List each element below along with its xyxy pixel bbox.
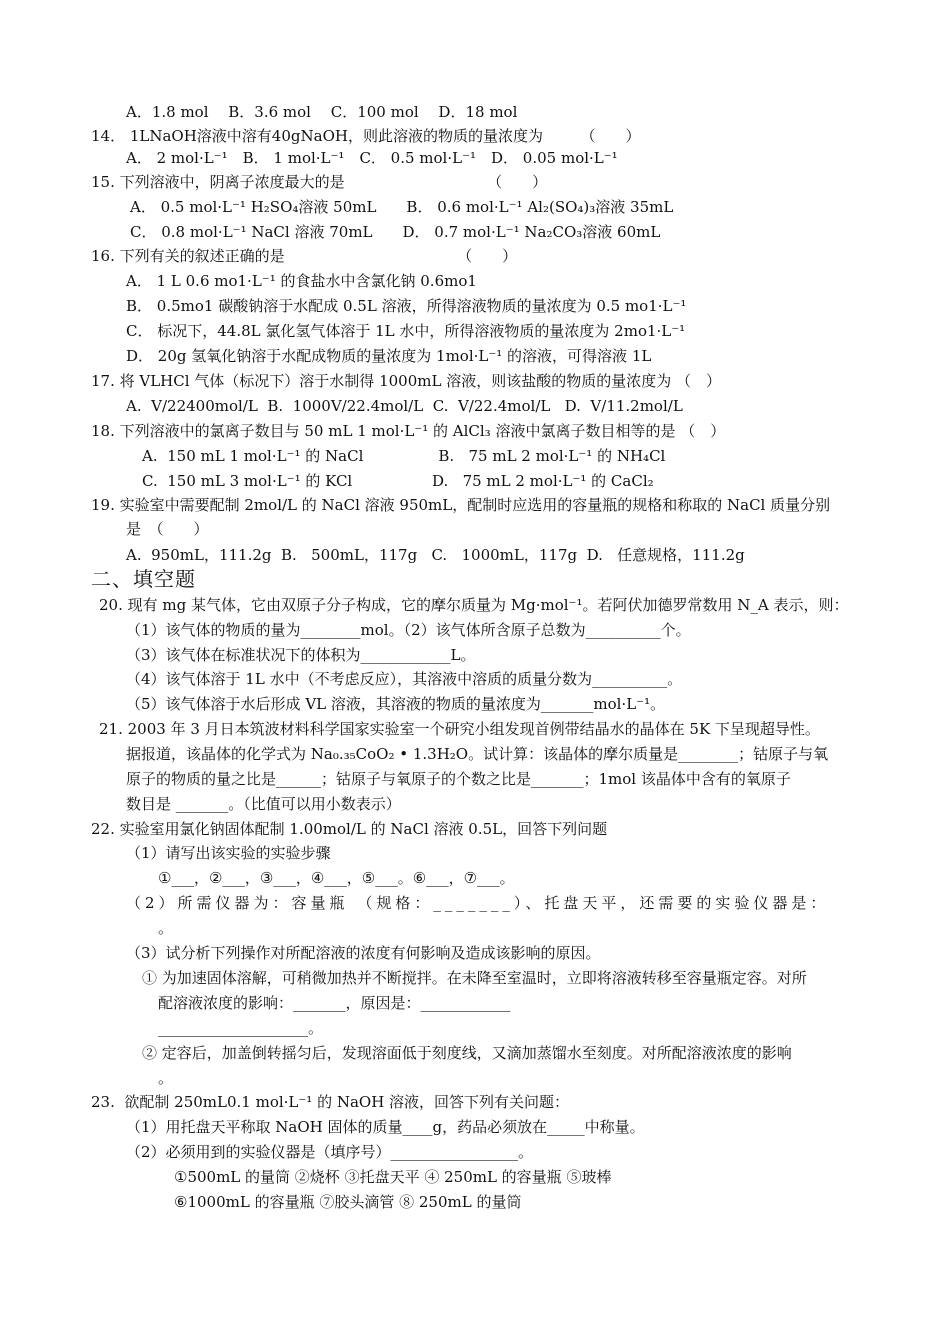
q23-part2: （2）必须用到的实验仪器是（填序号）_________________。	[126, 1143, 534, 1161]
q22-part3-item2: ② 定容后，加盖倒转摇匀后，发现溶面低于刻度线，又滴加蒸馏水至刻度。对所配溶液浓度的影响	[142, 1044, 792, 1062]
q16-option-c: C． 标况下，44.8L 氯化氢气体溶于 1L 水中，所得溶液物质的量浓度为 2mo1·L⁻¹	[126, 322, 686, 340]
q18-options-cd: C. 150 mL 3 mol·L⁻¹ 的 KCl D. 75 mL 2 mol·L⁻¹ 的 CaCl₂	[142, 472, 654, 490]
q16-stem: 16. 下列有关的叙述正确的是 （ ）	[91, 247, 518, 265]
q22-part1: （1）请写出该实验的实验步骤	[126, 844, 331, 862]
q23-instruments-2: ⑥1000mL 的容量瓶 ⑦胶头滴管 ⑧ 250mL 的量筒	[174, 1193, 522, 1211]
q22-part3: （3）试分析下列操作对所配溶液的浓度有何影响及造成该影响的原因。	[126, 944, 601, 962]
q20-stem: 20. 现有 mg 某气体，它由双原子分子构成，它的摩尔质量为 Mg·mol⁻¹。若阿伏加德罗常数用 N_A 表示，则：	[99, 596, 849, 614]
q15-stem: 15. 下列溶液中，阴离子浓度最大的是 （ ）	[91, 173, 548, 191]
q16-option-a: A． 1 L 0.6 mo1·L⁻¹ 的食盐水中含氯化钠 0.6mo1	[126, 272, 477, 290]
q22-part3-item1: ① 为加速固体溶解，可稍微加热并不断搅拌。在未降至室温时，立即将溶液转移至容量瓶定容。对所	[142, 969, 807, 987]
q18-stem: 18. 下列溶液中的氯离子数目与 50 mL 1 mol·L⁻¹ 的 AlCl₃ 溶液中氯离子数目相等的是 （ ）	[91, 422, 726, 440]
q13-options: A．1.8 mol B．3.6 mol C．100 mol D．18 mol	[126, 103, 518, 121]
q21-stem: 21. 2003 年 3 月日本筑波材料科学国家实验室一个研究小组发现首例带结晶水的晶体在 5K 下呈现超导性。	[99, 720, 820, 738]
q22-part3-item1-cont: 配溶液浓度的影响：_______，原因是：____________	[158, 994, 511, 1012]
q23-part1: （1）用托盘天平称取 NaOH 固体的质量____g，药品必须放在_____中称量。	[126, 1118, 645, 1136]
q14-options: A． 2 mol·L⁻¹ B． 1 mol·L⁻¹ C． 0.5 mol·L⁻¹ D． 0.05 mol·L⁻¹	[126, 149, 618, 167]
q20-part5: （5）该气体溶于水后形成 VL 溶液，其溶液的物质的量浓度为_______mol·L⁻¹。	[126, 695, 666, 713]
q22-part3-item2-end: 。	[158, 1069, 174, 1087]
q17-options: A. V/22400mol/L B. 1000V/22.4mol/L C. V/22.4mol/L D. V/11.2mol/L	[126, 397, 683, 415]
q21-line3: 原子的物质的量之比是______；钴原子与氧原子的个数之比是_______；1mol 该晶体中含有的氧原子	[126, 770, 791, 788]
q14-stem: 14． 1LNaOH溶液中溶有40gNaOH，则此溶液的物质的量浓度为 （ ）	[91, 127, 641, 145]
q20-part3: （3）该气体在标准状况下的体积为____________L。	[126, 646, 476, 664]
q23-stem: 23. 欲配制 250mL0.1 mol·L⁻¹ 的 NaOH 溶液，回答下列有关问题：	[91, 1093, 570, 1111]
q22-part3-item1-end: ____________________。	[158, 1019, 324, 1037]
q23-instruments-1: ①500mL 的量筒 ②烧杯 ③托盘天平 ④ 250mL 的容量瓶 ⑤玻棒	[174, 1168, 612, 1186]
q22-part2-end: 。	[158, 919, 174, 937]
q19-stem: 19. 实验室中需要配制 2mol/L 的 NaCl 溶液 950mL，配制时应选用的容量瓶的规格和称取的 NaCl 质量分别	[91, 496, 831, 514]
q17-stem: 17. 将 VLHCl 气体（标况下）溶于水制得 1000mL 溶液，则该盐酸的物质的量浓度为 （ ）	[91, 372, 721, 390]
q16-option-d: D． 20g 氢氧化钠溶于水配成物质的量浓度为 1mol·L⁻¹ 的溶液，可得溶液 1L	[126, 347, 652, 365]
q19-stem-cont: 是 （ ）	[126, 520, 209, 538]
q22-stem: 22. 实验室用氯化钠固体配制 1.00mol/L 的 NaCl 溶液 0.5L，回答下列问题	[91, 820, 608, 838]
q15-options-cd: C． 0.8 mol·L⁻¹ NaCl 溶液 70mL D． 0.7 mol·L⁻¹ Na₂CO₃溶液 60mL	[130, 223, 661, 241]
q22-part2: （2）所需仪器为：容量瓶 （规格：_______）、托盘天平，还需要的实验仪器是：	[126, 894, 830, 912]
q20-part4: （4）该气体溶于 1L 水中（不考虑反应），其溶液中溶质的质量分数为__________。	[126, 670, 683, 688]
q22-steps: ①___，②___，③___，④___，⑤___。⑥___，⑦___。	[158, 869, 515, 887]
q16-option-b: B． 0.5mo1 碳酸钠溶于水配成 0.5L 溶液，所得溶液物质的量浓度为 0.5 mo1·L⁻¹	[126, 297, 687, 315]
q18-options-ab: A. 150 mL 1 mol·L⁻¹ 的 NaCl B. 75 mL 2 mol·L⁻¹ 的 NH₄Cl	[142, 447, 666, 465]
q21-line2: 据报道，该晶体的化学式为 Na₀.₃₅CoO₂ • 1.3H₂O。试计算：该晶体的摩尔质量是________；钴原子与氧	[126, 745, 829, 763]
q19-options: A. 950mL，111.2g B. 500mL，117g C. 1000mL，117g D. 任意规格，111.2g	[126, 546, 745, 564]
q20-part1-2: （1）该气体的物质的量为________mol。（2）该气体所含原子总数为__________个。	[126, 621, 691, 639]
q15-options-ab: A． 0.5 mol·L⁻¹ H₂SO₄溶液 50mL B． 0.6 mol·L⁻¹ Al₂(SO₄)₃溶液 35mL	[130, 198, 674, 216]
q21-line4: 数目是 _______。（比值可以用小数表示）	[126, 795, 401, 813]
section-heading-fill-blank: 二、填空题	[91, 567, 196, 591]
